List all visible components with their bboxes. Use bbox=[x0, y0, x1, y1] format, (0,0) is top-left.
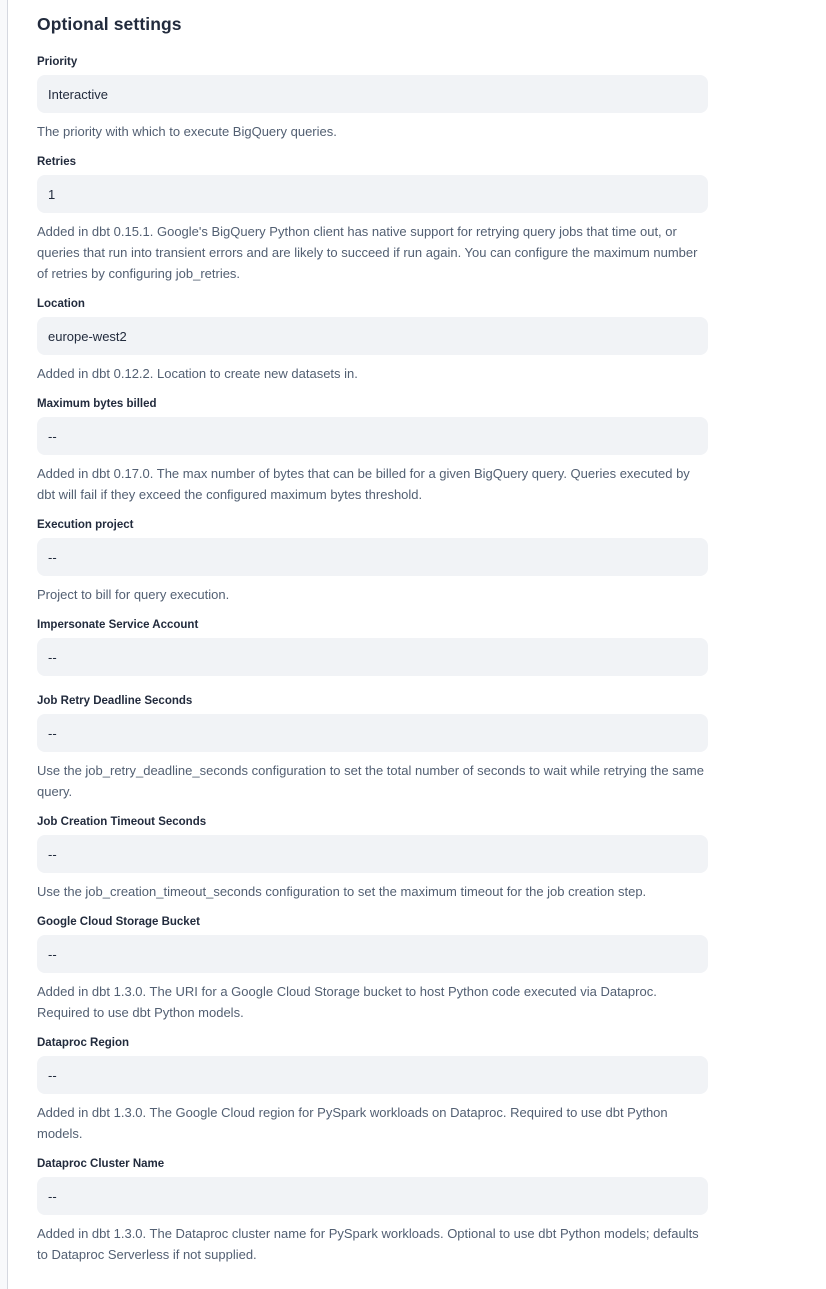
dataproc-region-label: Dataproc Region bbox=[37, 1037, 130, 1049]
location-help-text: Added in dbt 0.12.2. Location to create new datasets in. bbox=[37, 366, 358, 381]
priority-input[interactable] bbox=[37, 75, 708, 113]
execution-project-value: -- bbox=[48, 549, 57, 565]
field-group-dataproc-cluster-name bbox=[37, 1158, 708, 1265]
maximum-bytes-billed-value: -- bbox=[48, 428, 57, 444]
field-group-google-cloud-storage-bucket bbox=[37, 916, 708, 1023]
dataproc-cluster-name-help-text: Added in dbt 1.3.0. The Dataproc cluster name for PySpark workloads. Optional to use dbt Python models; defaults to Dataproc Serverless if not supplied. bbox=[37, 1226, 699, 1262]
dataproc-cluster-name-label: Dataproc Cluster Name bbox=[37, 1158, 165, 1170]
dataproc-region-input[interactable] bbox=[37, 1056, 708, 1094]
maximum-bytes-billed-help-text: Added in dbt 0.17.0. The max number of bytes that can be billed for a given BigQuery query. Queries executed by dbt will fail if they exceed the configured maximum bytes threshold. bbox=[37, 466, 690, 502]
location-value: europe-west2 bbox=[48, 328, 127, 344]
impersonate-service-account-input[interactable] bbox=[37, 638, 708, 676]
google-cloud-storage-bucket-value: -- bbox=[48, 946, 57, 962]
job-retry-deadline-seconds-label: Job Retry Deadline Seconds bbox=[37, 695, 193, 707]
dataproc-region-help-text: Added in dbt 1.3.0. The Google Cloud region for PySpark workloads on Dataproc. Required to use dbt Python models. bbox=[37, 1105, 668, 1141]
retries-value: 1 bbox=[48, 186, 56, 202]
job-retry-deadline-seconds-input[interactable] bbox=[37, 714, 708, 752]
execution-project-input[interactable] bbox=[37, 538, 708, 576]
job-creation-timeout-seconds-input[interactable] bbox=[37, 835, 708, 873]
google-cloud-storage-bucket-label: Google Cloud Storage Bucket bbox=[37, 916, 200, 928]
execution-project-label: Execution project bbox=[37, 519, 134, 531]
job-creation-timeout-seconds-label: Job Creation Timeout Seconds bbox=[37, 816, 207, 828]
field-group-maximum-bytes-billed bbox=[37, 398, 708, 505]
dataproc-region-value: -- bbox=[48, 1067, 57, 1083]
section-title: Optional settings bbox=[37, 14, 182, 34]
google-cloud-storage-bucket-input[interactable] bbox=[37, 935, 708, 973]
field-group-retries bbox=[37, 156, 708, 284]
impersonate-service-account-label: Impersonate Service Account bbox=[37, 619, 199, 631]
location-label: Location bbox=[37, 298, 85, 310]
job-creation-timeout-seconds-help-text: Use the job_creation_timeout_seconds configuration to set the maximum timeout for the job creation step. bbox=[37, 884, 647, 899]
priority-value: Interactive bbox=[48, 86, 108, 102]
maximum-bytes-billed-input[interactable] bbox=[37, 417, 708, 455]
optional-settings-section bbox=[37, 14, 708, 1279]
retries-label: Retries bbox=[37, 156, 76, 168]
job-retry-deadline-seconds-value: -- bbox=[48, 725, 57, 741]
field-group-priority bbox=[37, 56, 708, 142]
field-group-execution-project bbox=[37, 519, 708, 605]
dataproc-cluster-name-value: -- bbox=[48, 1188, 57, 1204]
priority-help-text: The priority with which to execute BigQuery queries. bbox=[37, 124, 337, 139]
job-creation-timeout-seconds-value: -- bbox=[48, 846, 57, 862]
field-group-job-creation-timeout-seconds bbox=[37, 816, 708, 902]
google-cloud-storage-bucket-help-text: Added in dbt 1.3.0. The URI for a Google Cloud Storage bucket to host Python code executed via Dataproc. Required to use dbt Python models. bbox=[37, 984, 657, 1020]
retries-input[interactable] bbox=[37, 175, 708, 213]
priority-label: Priority bbox=[37, 56, 78, 68]
field-group-job-retry-deadline-seconds bbox=[37, 695, 708, 802]
field-group-impersonate-service-account bbox=[37, 619, 708, 676]
execution-project-help-text: Project to bill for query execution. bbox=[37, 587, 230, 602]
job-retry-deadline-seconds-help-text: Use the job_retry_deadline_seconds configuration to set the total number of seconds to wait while retrying the same query. bbox=[37, 763, 704, 799]
impersonate-service-account-value: -- bbox=[48, 649, 57, 665]
field-group-dataproc-region bbox=[37, 1037, 708, 1144]
retries-help-text: Added in dbt 0.15.1. Google's BigQuery Python client has native support for retrying query jobs that time out, or queries that run into transient errors and are likely to succeed if run again. You can configure the maximum number of retries by configuring job_retries. bbox=[37, 224, 698, 281]
location-input[interactable] bbox=[37, 317, 708, 355]
maximum-bytes-billed-label: Maximum bytes billed bbox=[37, 398, 157, 410]
left-panel-divider bbox=[0, 0, 8, 1289]
field-group-location bbox=[37, 298, 708, 384]
dataproc-cluster-name-input[interactable] bbox=[37, 1177, 708, 1215]
